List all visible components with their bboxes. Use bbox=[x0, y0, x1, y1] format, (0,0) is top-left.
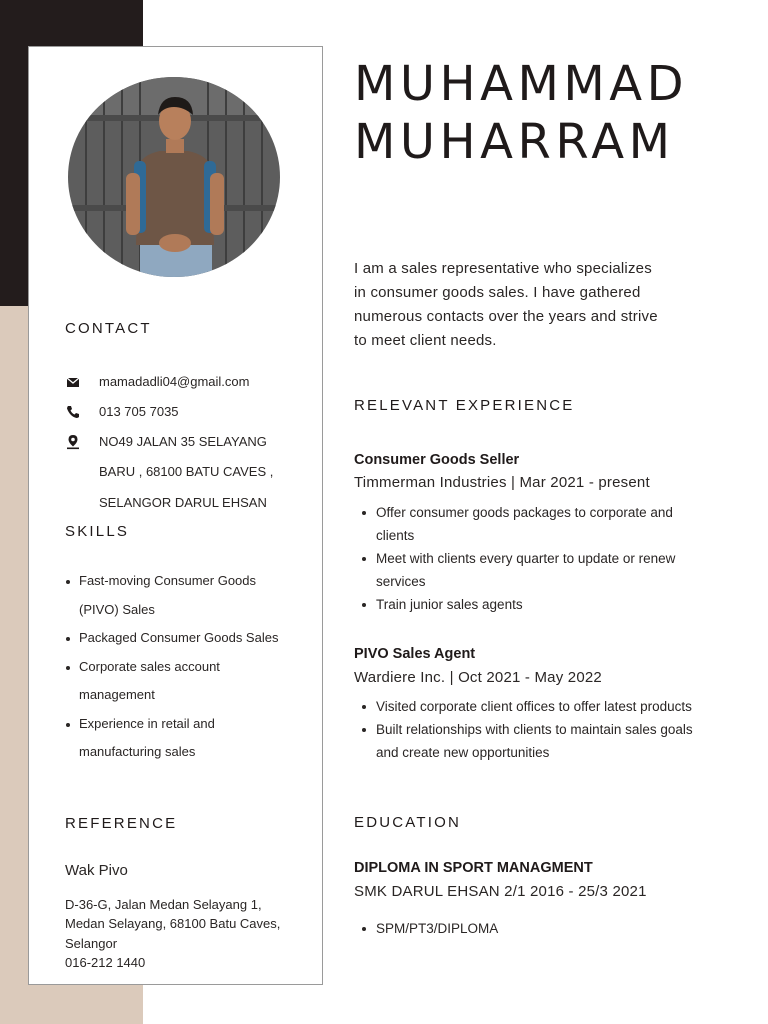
address-line-3: SELANGOR DARUL EHSAN bbox=[99, 495, 267, 510]
profile-photo bbox=[68, 77, 280, 277]
education-subtitle: SMK DARUL EHSAN 2/1 2016 - 25/3 2021 bbox=[354, 883, 647, 900]
list-item: Packaged Consumer Goods Sales bbox=[65, 624, 315, 653]
name-line-2: MUHARRAM bbox=[354, 114, 675, 170]
list-item: Fast-moving Consumer Goods (PIVO) Sales bbox=[65, 567, 315, 624]
skills-heading: SKILLS bbox=[65, 523, 130, 540]
name-line-1: MUHAMMAD bbox=[354, 56, 689, 112]
address-line-2: BARU , 68100 BATU CAVES , bbox=[99, 464, 274, 479]
reference-phone[interactable]: 016-212 1440 bbox=[65, 955, 146, 971]
job-subtitle: Wardiere Inc. | Oct 2021 - May 2022 bbox=[354, 669, 602, 686]
reference-heading: REFERENCE bbox=[65, 815, 178, 832]
education-bullets bbox=[354, 917, 744, 940]
sidebar-card bbox=[28, 46, 323, 985]
phone-icon bbox=[65, 404, 81, 420]
education-heading: EDUCATION bbox=[354, 814, 462, 831]
location-icon bbox=[65, 434, 81, 450]
list-item: Experience in retail and manufacturing sales bbox=[65, 710, 315, 767]
list-item: Built relationships with clients to maintain sales goals and create new opportunities bbox=[354, 718, 744, 764]
experience-heading: RELEVANT EXPERIENCE bbox=[354, 397, 575, 414]
list-item: Train junior sales agents bbox=[354, 593, 744, 616]
summary bbox=[354, 257, 714, 353]
job-title: Consumer Goods Seller bbox=[354, 452, 520, 468]
list-item: Offer consumer goods packages to corporate and clients bbox=[354, 501, 744, 547]
list-item: Visited corporate client offices to offer latest products bbox=[354, 695, 744, 718]
list-item: Corporate sales account management bbox=[65, 653, 315, 710]
summary-line: numerous contacts over the years and strive bbox=[354, 308, 658, 325]
summary-line: in consumer goods sales. I have gathered bbox=[354, 284, 641, 301]
contact-heading: CONTACT bbox=[65, 320, 152, 337]
page-title bbox=[354, 55, 688, 171]
summary-line: to meet client needs. bbox=[354, 332, 497, 349]
job-bullets bbox=[354, 501, 744, 616]
summary-line: I am a sales representative who specializes bbox=[354, 260, 652, 277]
list-item: SPM/PT3/DIPLOMA bbox=[354, 917, 744, 940]
job-subtitle: Timmerman Industries | Mar 2021 - present bbox=[354, 474, 650, 491]
list-item: Meet with clients every quarter to update or renew services bbox=[354, 547, 744, 593]
email-icon bbox=[65, 374, 81, 390]
reference-line: D-36-G, Jalan Medan Selayang 1, bbox=[65, 897, 262, 912]
email-text[interactable]: mamadadli04@gmail.com bbox=[99, 374, 250, 389]
reference-line: Medan Selayang, 68100 Batu Caves, bbox=[65, 916, 281, 932]
job-bullets bbox=[354, 695, 744, 764]
reference-line: Selangor bbox=[65, 935, 118, 951]
education-title: DIPLOMA IN SPORT MANAGMENT bbox=[354, 860, 593, 876]
address-line-1: NO49 JALAN 35 SELAYANG bbox=[99, 434, 267, 449]
phone-text[interactable]: 013 705 7035 bbox=[99, 404, 179, 419]
job-title: PIVO Sales Agent bbox=[354, 646, 476, 662]
reference-details bbox=[65, 895, 315, 973]
reference-name: Wak Pivo bbox=[65, 862, 128, 879]
skills-list bbox=[65, 567, 315, 767]
